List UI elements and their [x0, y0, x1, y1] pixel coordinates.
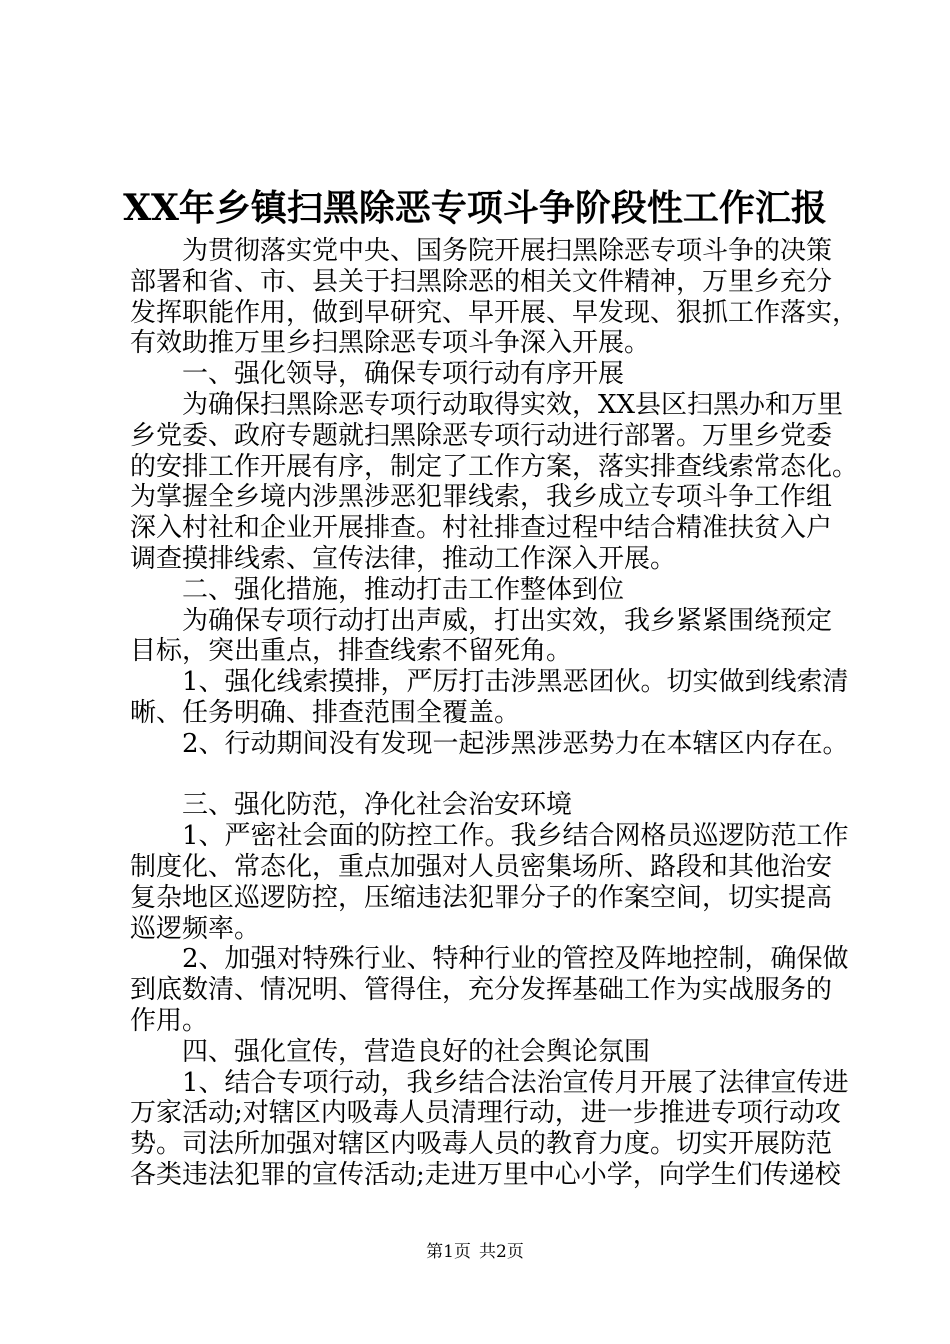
paragraph-line: 的安排工作开展有序，制定了工作方案，落实排查线索常态化。 [130, 451, 859, 482]
paragraph-line: 为掌握全乡境内涉黑涉恶犯罪线索，我乡成立专项斗争工作组 [130, 482, 833, 513]
document-body [130, 236, 859, 1191]
section-heading: 三、强化防范，净化社会治安环境 [182, 790, 573, 821]
paragraph-line: 部署和省、市、县关于扫黑除恶的相关文件精神，万里乡充分 [130, 266, 833, 297]
paragraph-line: 2、行动期间没有发现一起涉黑涉恶势力在本辖区内存在。 [182, 728, 849, 759]
paragraph-line: 万家活动;对辖区内吸毒人员清理行动，进一步推进专项行动攻 [130, 1098, 841, 1129]
paragraph-line: 调查摸排线索、宣传法律，推动工作深入开展。 [130, 543, 677, 574]
paragraph-line: 晰、任务明确、排查范围全覆盖。 [130, 697, 521, 728]
paragraph-line: 1、结合专项行动，我乡结合法治宣传月开展了法律宣传进 [182, 1067, 849, 1098]
paragraph-line: 深入村社和企业开展排查。村社排查过程中结合精准扶贫入户 [130, 513, 833, 544]
blank-line [130, 760, 830, 791]
paragraph-line: 为确保专项行动打出声威，打出实效，我乡紧紧围绕预定 [182, 605, 833, 636]
paragraph-line: 制度化、常态化，重点加强对人员密集场所、路段和其他治安 [130, 851, 833, 882]
paragraph-line: 为贯彻落实党中央、国务院开展扫黑除恶专项斗争的决策 [182, 236, 833, 266]
paragraph-line: 1、严密社会面的防控工作。我乡结合网格员巡逻防范工作 [182, 821, 849, 852]
page-number: 第1页 [426, 1242, 471, 1262]
paragraph-line: 目标，突出重点，排查线索不留死角。 [130, 636, 573, 667]
section-heading: 四、强化宣传，营造良好的社会舆论氛围 [182, 1036, 651, 1067]
paragraph-line: 为确保扫黑除恶专项行动取得实效，XX县区扫黑办和万里 [182, 389, 844, 420]
page-total: 共2页 [479, 1242, 524, 1262]
section-heading: 一、强化领导，确保专项行动有序开展 [182, 359, 625, 390]
paragraph-line: 发挥职能作用，做到早研究、早开展、早发现、狠抓工作落实， [130, 297, 859, 328]
document-title: XX年乡镇扫黑除恶专项斗争阶段性工作汇报 [123, 187, 827, 229]
paragraph-line: 势。司法所加强对辖区内吸毒人员的教育力度。切实开展防范 [130, 1129, 833, 1160]
paragraph-line: 巡逻频率。 [130, 913, 261, 944]
paragraph-line: 1、强化线索摸排，严厉打击涉黑恶团伙。切实做到线索清 [182, 667, 849, 698]
section-heading: 二、强化措施，推动打击工作整体到位 [182, 574, 625, 605]
paragraph-line: 到底数清、情况明、管得住，充分发挥基础工作为实战服务的 [130, 975, 833, 1006]
paragraph-line: 有效助推万里乡扫黑除恶专项斗争深入开展。 [130, 328, 651, 359]
paragraph-line: 乡党委、政府专题就扫黑除恶专项行动进行部署。万里乡党委 [130, 420, 833, 451]
paragraph-line: 各类违法犯罪的宣传活动;走进万里中心小学，向学生们传递校 [130, 1159, 841, 1190]
page-footer [0, 1241, 950, 1263]
paragraph-line: 作用。 [130, 1005, 209, 1036]
paragraph-line: 复杂地区巡逻防控，压缩违法犯罪分子的作案空间，切实提高 [130, 882, 833, 913]
paragraph-line: 2、加强对特殊行业、特种行业的管控及阵地控制，确保做 [182, 944, 849, 975]
